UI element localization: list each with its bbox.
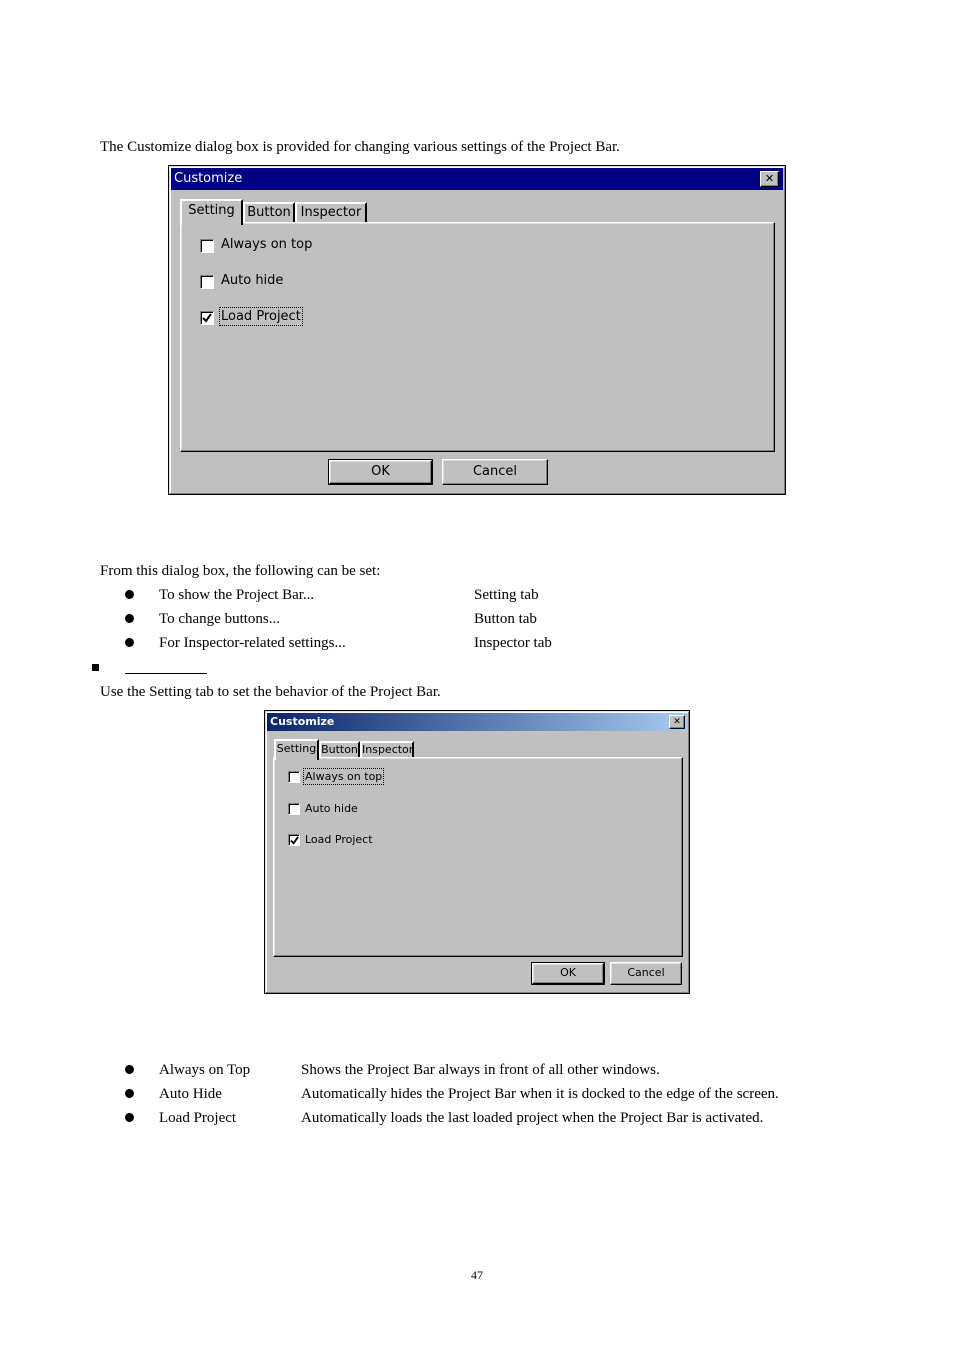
ok-button[interactable]: OK	[329, 460, 432, 484]
bullet-icon	[125, 1065, 134, 1074]
load-project-checkbox[interactable]	[288, 834, 300, 846]
bullet-icon	[125, 614, 134, 623]
bullet-icon	[125, 638, 134, 647]
tab-panel-setting	[273, 757, 683, 957]
section-heading-underline	[125, 673, 207, 674]
tab-inspector[interactable]: Inspector	[362, 743, 414, 756]
load-project-checkbox[interactable]	[200, 311, 214, 325]
close-icon[interactable]: ✕	[760, 171, 779, 187]
tab-button[interactable]: Button	[243, 202, 295, 223]
dialog-title-bar[interactable]	[171, 168, 783, 190]
intro-text: The Customize dialog box is provided for changing various settings of the Project Bar.	[100, 139, 620, 155]
definition-desc: Shows the Project Bar always in front of all other windows.	[301, 1062, 660, 1078]
list-item: To change buttons...	[159, 611, 281, 627]
tab-panel-setting	[180, 222, 775, 452]
page-number: 47	[471, 1268, 483, 1282]
bullet-icon	[125, 1113, 134, 1122]
dialog-title: Customize	[174, 171, 243, 186]
auto-hide-label[interactable]: Auto hide	[305, 802, 358, 815]
cancel-button[interactable]: Cancel	[442, 459, 548, 485]
tab-inspector[interactable]: Inspector	[295, 202, 367, 223]
bullet-icon	[125, 590, 134, 599]
list-item: To show the Project Bar...	[159, 587, 315, 603]
tab-setting[interactable]: Setting	[180, 199, 243, 225]
always-on-top-label[interactable]: Always on top	[305, 770, 383, 783]
always-on-top-label[interactable]: Always on top	[221, 237, 313, 252]
always-on-top-checkbox[interactable]	[288, 771, 300, 783]
cancel-button[interactable]: Cancel	[610, 962, 682, 985]
definition-term: Load Project	[159, 1110, 237, 1126]
dialog-title: Customize	[270, 715, 335, 728]
list-item-tab: Setting tab	[474, 587, 539, 603]
auto-hide-label[interactable]: Auto hide	[221, 273, 284, 288]
auto-hide-checkbox[interactable]	[288, 803, 300, 815]
dialog-title-bar[interactable]	[267, 713, 687, 731]
load-project-label[interactable]: Load Project	[221, 309, 301, 324]
load-project-label[interactable]: Load Project	[305, 833, 373, 846]
definition-desc: Automatically hides the Project Bar when it is docked to the edge of the screen.	[301, 1086, 779, 1102]
setting-tab-description: Use the Setting tab to set the behavior of the Project Bar.	[100, 684, 441, 700]
section-square-icon	[92, 664, 99, 671]
customize-dialog-small	[264, 710, 690, 994]
always-on-top-checkbox[interactable]	[200, 239, 214, 253]
list-intro-text: From this dialog box, the following can be set:	[100, 563, 381, 579]
checkmark-icon	[202, 313, 212, 323]
tab-setting[interactable]: Setting	[274, 739, 319, 760]
bullet-icon	[125, 1089, 134, 1098]
ok-button[interactable]: OK	[532, 963, 604, 984]
close-icon[interactable]: ✕	[669, 715, 685, 729]
definition-term: Auto Hide	[159, 1086, 222, 1102]
auto-hide-checkbox[interactable]	[200, 275, 214, 289]
list-item-tab: Inspector tab	[474, 635, 552, 651]
list-item-tab: Button tab	[474, 611, 537, 627]
checkmark-icon	[290, 836, 299, 845]
tab-button[interactable]: Button	[319, 741, 360, 758]
customize-dialog-large	[168, 165, 786, 495]
definition-desc: Automatically loads the last loaded project when the Project Bar is activated.	[301, 1110, 764, 1126]
definition-term: Always on Top	[159, 1062, 251, 1078]
list-item: For Inspector-related settings...	[159, 635, 346, 651]
